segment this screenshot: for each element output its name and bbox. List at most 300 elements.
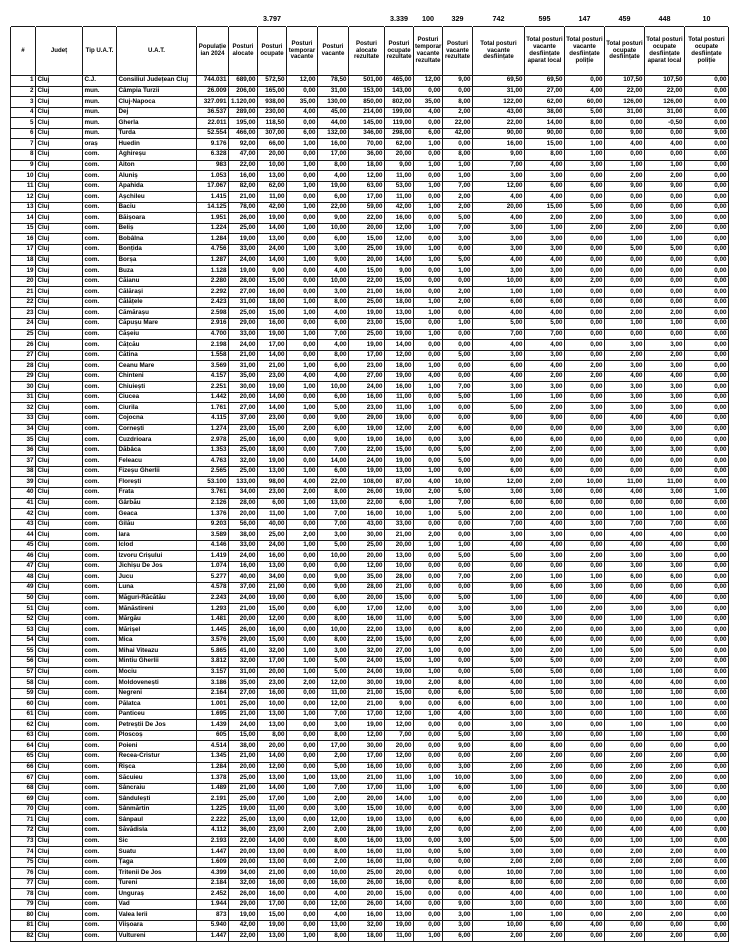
cell: 0,00 bbox=[287, 720, 318, 731]
cell: 0,00 bbox=[414, 804, 443, 815]
cell: 1,00 bbox=[287, 931, 318, 942]
cell: 18,00 bbox=[258, 297, 287, 308]
cell: 14,00 bbox=[258, 403, 287, 414]
cell: Cluj bbox=[36, 76, 83, 87]
cell: 465,00 bbox=[385, 76, 414, 87]
cell: 24 bbox=[11, 318, 36, 329]
cell: 0,00 bbox=[414, 192, 443, 203]
cell: 14,00 bbox=[258, 392, 287, 403]
cell: 68 bbox=[11, 783, 36, 794]
cell: Cluj bbox=[36, 414, 83, 425]
cell: 2.452 bbox=[197, 889, 229, 900]
cell: 0,00 bbox=[414, 614, 443, 625]
cell: 0,00 bbox=[287, 435, 318, 446]
cell: 0,00 bbox=[685, 456, 729, 467]
cell: 17,00 bbox=[349, 350, 385, 361]
cell: 133,00 bbox=[229, 477, 258, 488]
table-row bbox=[11, 371, 729, 382]
cell: 35,00 bbox=[229, 678, 258, 689]
cell: 0,00 bbox=[443, 583, 473, 594]
cell: 51 bbox=[11, 604, 36, 615]
cell: Geaca bbox=[117, 509, 197, 520]
cell: 12,00 bbox=[318, 899, 349, 910]
cell: 43 bbox=[11, 519, 36, 530]
table-row bbox=[11, 604, 729, 615]
cell: 29,00 bbox=[229, 899, 258, 910]
cell: 0,00 bbox=[605, 276, 645, 287]
cell: 21,00 bbox=[229, 604, 258, 615]
cell: 2,00 bbox=[605, 752, 645, 763]
cell: 1,00 bbox=[414, 139, 443, 150]
cell: 4,00 bbox=[287, 477, 318, 488]
cell: 2,00 bbox=[525, 931, 565, 942]
table-row bbox=[11, 181, 729, 192]
cell: 19,00 bbox=[385, 456, 414, 467]
cell: 19,00 bbox=[385, 667, 414, 678]
cell: Cluj bbox=[36, 836, 83, 847]
cell: 25,00 bbox=[229, 699, 258, 710]
cell: Cluj bbox=[36, 646, 83, 657]
cell: 30,00 bbox=[229, 382, 258, 393]
cell: 2,00 bbox=[525, 445, 565, 456]
cell: 17,00 bbox=[349, 604, 385, 615]
cell: 0,00 bbox=[645, 287, 685, 298]
cell: Cățcău bbox=[117, 340, 197, 351]
cell: 12,00 bbox=[414, 76, 443, 87]
cell: com. bbox=[83, 773, 117, 784]
cell: 1.345 bbox=[197, 752, 229, 763]
cell: 22,00 bbox=[605, 86, 645, 97]
cell: Cluj bbox=[36, 678, 83, 689]
cell: 2,00 bbox=[525, 403, 565, 414]
table-row bbox=[11, 245, 729, 256]
cell: 126,00 bbox=[645, 97, 685, 108]
cell: 19,00 bbox=[385, 414, 414, 425]
cell: Turda bbox=[117, 128, 197, 139]
cell: 2,00 bbox=[645, 931, 685, 942]
cell: Cluj bbox=[36, 509, 83, 520]
cell: 3,00 bbox=[605, 361, 645, 372]
cell: 2.598 bbox=[197, 308, 229, 319]
cell: 4,00 bbox=[565, 86, 605, 97]
cell: 9,00 bbox=[318, 572, 349, 583]
cell: 2.193 bbox=[197, 836, 229, 847]
cell: 19,00 bbox=[258, 382, 287, 393]
cell: 5,00 bbox=[318, 540, 349, 551]
total-value: 147 bbox=[565, 1, 605, 27]
cell: 0,00 bbox=[605, 435, 645, 446]
cell: 1,00 bbox=[287, 297, 318, 308]
cell: 1,00 bbox=[287, 783, 318, 794]
cell: 13,00 bbox=[318, 773, 349, 784]
cell: 33,00 bbox=[229, 540, 258, 551]
cell: 5,00 bbox=[525, 836, 565, 847]
cell: 1.225 bbox=[197, 804, 229, 815]
cell: 1,00 bbox=[605, 868, 645, 879]
cell: 0,00 bbox=[565, 445, 605, 456]
cell: 6,00 bbox=[525, 635, 565, 646]
cell: 1,00 bbox=[287, 382, 318, 393]
cell: 21,00 bbox=[229, 192, 258, 203]
column-header: Posturi alocate rezultate bbox=[349, 27, 385, 76]
cell: Rișca bbox=[117, 762, 197, 773]
cell: com. bbox=[83, 414, 117, 425]
cell: 2,00 bbox=[443, 107, 473, 118]
cell: 0,00 bbox=[414, 572, 443, 583]
cell: 22,00 bbox=[443, 118, 473, 129]
cell: 62,00 bbox=[258, 181, 287, 192]
cell: 35,00 bbox=[287, 97, 318, 108]
cell: 16,00 bbox=[385, 213, 414, 224]
cell: Cluj bbox=[36, 857, 83, 868]
cell: 4.399 bbox=[197, 868, 229, 879]
cell: 1,00 bbox=[414, 783, 443, 794]
cell: 466,00 bbox=[229, 128, 258, 139]
cell: com. bbox=[83, 435, 117, 446]
cell: Cluj bbox=[36, 783, 83, 794]
cell: Cluj bbox=[36, 202, 83, 213]
cell: 2,00 bbox=[605, 847, 645, 858]
cell: 19,00 bbox=[258, 921, 287, 932]
cell: com. bbox=[83, 614, 117, 625]
cell: 0,00 bbox=[414, 857, 443, 868]
cell: 0,00 bbox=[565, 435, 605, 446]
cell: 0,00 bbox=[525, 424, 565, 435]
cell: 6,00 bbox=[565, 181, 605, 192]
cell: 3,00 bbox=[318, 720, 349, 731]
cell: 10,00 bbox=[385, 762, 414, 773]
cell: 0,00 bbox=[685, 709, 729, 720]
cell: 0,00 bbox=[685, 392, 729, 403]
cell: 0,00 bbox=[645, 255, 685, 266]
cell: 1,00 bbox=[645, 730, 685, 741]
cell: 1,00 bbox=[605, 667, 645, 678]
cell: Bobâlna bbox=[117, 234, 197, 245]
cell: 1,00 bbox=[287, 160, 318, 171]
cell: 2,00 bbox=[645, 847, 685, 858]
cell: 1,00 bbox=[605, 804, 645, 815]
cell: 61 bbox=[11, 709, 36, 720]
cell: 4,00 bbox=[605, 487, 645, 498]
cell: 0,00 bbox=[287, 762, 318, 773]
cell: 0,00 bbox=[685, 635, 729, 646]
cell: Vad bbox=[117, 899, 197, 910]
cell: com. bbox=[83, 836, 117, 847]
cell: Cluj bbox=[36, 498, 83, 509]
cell: 0,00 bbox=[685, 593, 729, 604]
cell: 0,00 bbox=[685, 804, 729, 815]
cell: 0,00 bbox=[645, 878, 685, 889]
table-row bbox=[11, 931, 729, 942]
cell: 0,00 bbox=[565, 234, 605, 245]
cell: 21,00 bbox=[385, 583, 414, 594]
cell: 0,00 bbox=[414, 868, 443, 879]
cell: com. bbox=[83, 625, 117, 636]
cell: Baciu bbox=[117, 202, 197, 213]
column-header: Posturi vacante bbox=[318, 27, 349, 76]
cell: 19,00 bbox=[385, 678, 414, 689]
cell: 17,00 bbox=[349, 709, 385, 720]
cell: 15,00 bbox=[385, 318, 414, 329]
column-header: # bbox=[11, 27, 36, 76]
cell: 1,00 bbox=[473, 392, 525, 403]
cell: 0,00 bbox=[565, 720, 605, 731]
cell: Huedin bbox=[117, 139, 197, 150]
cell: 0,00 bbox=[287, 149, 318, 160]
cell: com. bbox=[83, 234, 117, 245]
cell: 24,00 bbox=[258, 540, 287, 551]
cell: 3,00 bbox=[525, 245, 565, 256]
cell: 38,00 bbox=[229, 530, 258, 541]
cell: Cluj bbox=[36, 361, 83, 372]
cell: 21,00 bbox=[258, 361, 287, 372]
cell: 35,00 bbox=[229, 371, 258, 382]
cell: 19,00 bbox=[318, 181, 349, 192]
cell: 1,00 bbox=[443, 171, 473, 182]
cell: 3,00 bbox=[525, 350, 565, 361]
cell: 2,00 bbox=[473, 857, 525, 868]
cell: 0,00 bbox=[605, 255, 645, 266]
cell: 6,00 bbox=[473, 498, 525, 509]
cell: 36,00 bbox=[229, 825, 258, 836]
cell: 1.442 bbox=[197, 392, 229, 403]
cell: 9,00 bbox=[318, 435, 349, 446]
cell: 16,00 bbox=[349, 910, 385, 921]
cell: 0,00 bbox=[414, 730, 443, 741]
cell: Cluj bbox=[36, 815, 83, 826]
cell: 4,00 bbox=[525, 889, 565, 900]
cell: 0,00 bbox=[685, 192, 729, 203]
cell: 1.415 bbox=[197, 192, 229, 203]
cell: 13,00 bbox=[258, 857, 287, 868]
cell: com. bbox=[83, 255, 117, 266]
cell: com. bbox=[83, 889, 117, 900]
spreadsheet-area bbox=[10, 0, 729, 942]
cell: 2,00 bbox=[287, 530, 318, 541]
cell: 3,00 bbox=[525, 804, 565, 815]
cell: 0,00 bbox=[685, 371, 729, 382]
cell: 15,00 bbox=[258, 910, 287, 921]
cell: 21,00 bbox=[349, 699, 385, 710]
cell: 23,00 bbox=[258, 825, 287, 836]
cell: Ciucea bbox=[117, 392, 197, 403]
table-row bbox=[11, 825, 729, 836]
cell: 0,00 bbox=[414, 921, 443, 932]
cell: com. bbox=[83, 678, 117, 689]
table-row bbox=[11, 171, 729, 182]
cell: 15,00 bbox=[258, 308, 287, 319]
cell: 0,00 bbox=[685, 836, 729, 847]
cell: Cluj bbox=[36, 656, 83, 667]
cell: 22,00 bbox=[229, 931, 258, 942]
cell: 1,00 bbox=[565, 572, 605, 583]
cell: 25,00 bbox=[229, 773, 258, 784]
cell: 35,00 bbox=[349, 572, 385, 583]
cell: 7,00 bbox=[385, 730, 414, 741]
cell: 6,00 bbox=[443, 931, 473, 942]
cell: 19 bbox=[11, 266, 36, 277]
cell: 66,00 bbox=[258, 139, 287, 150]
cell: 0,00 bbox=[287, 847, 318, 858]
cell: 16,00 bbox=[258, 688, 287, 699]
cell: 8,00 bbox=[443, 97, 473, 108]
cell: 1,00 bbox=[605, 160, 645, 171]
cell: com. bbox=[83, 688, 117, 699]
cell: 3,00 bbox=[645, 340, 685, 351]
cell: 15,00 bbox=[258, 635, 287, 646]
cell: 5,00 bbox=[443, 509, 473, 520]
cell: 12 bbox=[11, 192, 36, 203]
cell: 0,00 bbox=[565, 414, 605, 425]
cell: 6,00 bbox=[525, 583, 565, 594]
cell: 7,00 bbox=[318, 329, 349, 340]
cell: com. bbox=[83, 213, 117, 224]
cell: 0,00 bbox=[685, 910, 729, 921]
cell: 2,00 bbox=[318, 752, 349, 763]
cell: 4,00 bbox=[605, 540, 645, 551]
cell: com. bbox=[83, 540, 117, 551]
cell: 4,00 bbox=[525, 340, 565, 351]
cell: 9,00 bbox=[685, 128, 729, 139]
cell: 34,00 bbox=[229, 487, 258, 498]
cell: 7,00 bbox=[473, 160, 525, 171]
cell: 2,00 bbox=[287, 825, 318, 836]
cell: 16,00 bbox=[318, 878, 349, 889]
cell: 0,00 bbox=[685, 445, 729, 456]
table-row bbox=[11, 783, 729, 794]
cell: 44 bbox=[11, 530, 36, 541]
cell: 2,00 bbox=[525, 371, 565, 382]
cell: 19,00 bbox=[229, 234, 258, 245]
cell: Beliș bbox=[117, 223, 197, 234]
cell: 10,00 bbox=[318, 868, 349, 879]
cell: 53,00 bbox=[385, 181, 414, 192]
cell: 0,00 bbox=[565, 593, 605, 604]
cell: 10,00 bbox=[385, 561, 414, 572]
cell: 0,00 bbox=[685, 435, 729, 446]
cell: 1,00 bbox=[414, 794, 443, 805]
cell: 24,00 bbox=[229, 255, 258, 266]
cell: 2,00 bbox=[318, 825, 349, 836]
cell: 3,00 bbox=[605, 899, 645, 910]
cell: 20,00 bbox=[385, 741, 414, 752]
cell: 25,00 bbox=[229, 435, 258, 446]
cell: oraș bbox=[83, 139, 117, 150]
cell: 4,00 bbox=[605, 530, 645, 541]
cell: 19,00 bbox=[258, 329, 287, 340]
cell: 17,00 bbox=[258, 794, 287, 805]
cell: 13,00 bbox=[385, 815, 414, 826]
cell: 9,00 bbox=[605, 181, 645, 192]
cell: 0,00 bbox=[287, 604, 318, 615]
table-row bbox=[11, 340, 729, 351]
cell: 0,00 bbox=[605, 456, 645, 467]
table-row bbox=[11, 561, 729, 572]
cell: 1,00 bbox=[605, 720, 645, 731]
column-header: Posturi temporar vacante rezultate bbox=[414, 27, 443, 76]
cell: 0,00 bbox=[287, 572, 318, 583]
cell: 21,00 bbox=[229, 350, 258, 361]
cell: 0,00 bbox=[565, 128, 605, 139]
cell: 2,00 bbox=[525, 857, 565, 868]
cell: 0,00 bbox=[414, 688, 443, 699]
cell: 12,00 bbox=[287, 76, 318, 87]
cell: 802,00 bbox=[385, 97, 414, 108]
cell: 1,00 bbox=[287, 794, 318, 805]
cell: 0,00 bbox=[443, 371, 473, 382]
cell: 1,00 bbox=[525, 794, 565, 805]
cell: 8,00 bbox=[525, 741, 565, 752]
total-value: 3.339 bbox=[385, 1, 414, 27]
cell: 1,00 bbox=[287, 245, 318, 256]
cell: 6,00 bbox=[443, 688, 473, 699]
cell: Câmpia Turzii bbox=[117, 86, 197, 97]
cell: 21,00 bbox=[258, 868, 287, 879]
cell: 1.001 bbox=[197, 699, 229, 710]
cell: com. bbox=[83, 276, 117, 287]
cell: 3,00 bbox=[525, 551, 565, 562]
empty-cell bbox=[229, 1, 258, 27]
total-value: 742 bbox=[473, 1, 525, 27]
cell: 0,00 bbox=[645, 149, 685, 160]
cell: 34,00 bbox=[229, 868, 258, 879]
cell: 22,00 bbox=[473, 118, 525, 129]
cell: 7,00 bbox=[318, 445, 349, 456]
cell: Cluj bbox=[36, 435, 83, 446]
cell: 13,00 bbox=[258, 561, 287, 572]
cell: 6,00 bbox=[414, 128, 443, 139]
cell: 689,00 bbox=[229, 76, 258, 87]
cell: 25,00 bbox=[229, 223, 258, 234]
cell: Tritenii De Jos bbox=[117, 868, 197, 879]
cell: 24,00 bbox=[229, 340, 258, 351]
cell: 62,00 bbox=[385, 139, 414, 150]
cell: 0,00 bbox=[565, 910, 605, 921]
cell: 4,00 bbox=[645, 540, 685, 551]
cell: 1.447 bbox=[197, 931, 229, 942]
cell: 3,00 bbox=[443, 836, 473, 847]
column-header: Posturi ocupate rezultate bbox=[385, 27, 414, 76]
cell: 7 bbox=[11, 139, 36, 150]
cell: 30,00 bbox=[349, 678, 385, 689]
cell: 0,00 bbox=[287, 86, 318, 97]
cell: 16,00 bbox=[349, 857, 385, 868]
cell: 8,00 bbox=[443, 678, 473, 689]
cell: Dej bbox=[117, 107, 197, 118]
cell: 3.761 bbox=[197, 487, 229, 498]
cell: com. bbox=[83, 308, 117, 319]
cell: 9,00 bbox=[258, 266, 287, 277]
cell: 0,00 bbox=[685, 783, 729, 794]
cell: 0,00 bbox=[565, 287, 605, 298]
cell: 13,00 bbox=[258, 720, 287, 731]
cell: Cluj bbox=[36, 403, 83, 414]
cell: 0,00 bbox=[443, 646, 473, 657]
cell: 1,00 bbox=[287, 361, 318, 372]
cell: 1,00 bbox=[414, 297, 443, 308]
table-row bbox=[11, 572, 729, 583]
cell: 25,00 bbox=[349, 540, 385, 551]
cell: 0,00 bbox=[685, 604, 729, 615]
table-row bbox=[11, 709, 729, 720]
cell: 12,00 bbox=[473, 181, 525, 192]
cell: 0,00 bbox=[605, 635, 645, 646]
cell: 3,00 bbox=[645, 487, 685, 498]
cell: 0,00 bbox=[414, 583, 443, 594]
cell: 11,00 bbox=[258, 509, 287, 520]
cell: 0,00 bbox=[287, 921, 318, 932]
cell: 0,00 bbox=[414, 171, 443, 182]
